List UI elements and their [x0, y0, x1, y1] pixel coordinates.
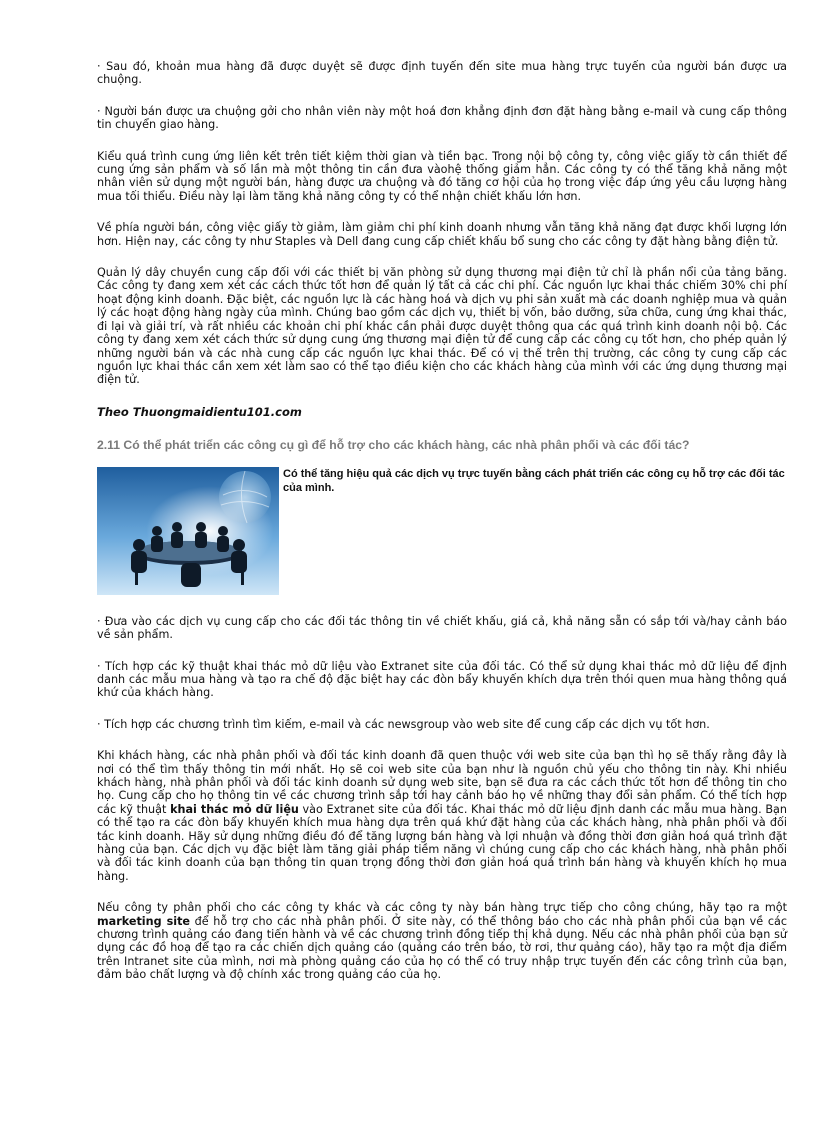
paragraph: Về phía người bán, công việc giấy tờ giảm, làm giảm chi phí kinh doanh nhưng vẫn tăng khả năng đạt được khối lượng lớn hơn. Hiện nay, các công ty như Staples và Dell đang cung cấp chiết khấu bổ sung cho các công ty đặt hàng bằng điện tử.: [97, 221, 787, 248]
source-credit: Theo Thuongmaidientu101.com: [97, 404, 302, 419]
meeting-photo: [97, 467, 279, 595]
paragraph: · Người bán được ưa chuộng gởi cho nhân viên này một hoá đơn khẳng định đơn đặt hàng bằng e-mail và cung cấp thông tin chuyển giao hàng.: [97, 104, 787, 132]
section-heading: 2.11 Có thể phát triển các công cụ gì để hỗ trợ cho các khách hàng, các nhà phân phối và các đối tác?: [97, 437, 690, 452]
paragraph: · Tích hợp các chương trình tìm kiếm, e-mail và các newsgroup vào web site để cung cấp các dịch vụ tốt hơn.: [97, 717, 710, 731]
text-run: để hỗ trợ cho các nhà phân phối. Ở site này, có thể thông báo cho các nhà phân phối của bạn về các chương trình quảng cáo đang tiến hành và về các chương trình đồng tiếp thị khả dụng. Nếu các nhà phân phối của bạn sử dụng các đồ hoạ để tạo ra các chiến dịch quảng cáo (quảng cáo trên báo, tờ rơi, thư quảng cáo), hãy tạo ra một địa điểm trên Intranet site của mình, nơi mà phòng quảng cáo của họ có thể có truy nhập trực tuyến đến các công trình của bạn, đảm bảo chất lượng và độ chính xác trong quảng cáo của họ.: [97, 914, 787, 982]
text-run: Khi khách hàng, các nhà phân phối và đối tác kinh doanh đã quen thuộc với web site của bạn thì họ sẽ thấy rằng đây là nơi có thể tìm thấy thông tin mới nhất. Họ sẽ coi web site của bạn như là nguồn chủ yếu cho thông tin này. Khi nhiều khách hàng, nhà phân phối và đối tác kinh doanh sử dụng web site, bạn sẽ đưa ra các cách thức tốt hơn để thông tin cho họ. Cung cấp cho họ thông tin về các chương trình sắp tới hay cảnh báo họ về những thay đổi sản phẩm. Có thể tích hợp các kỹ thuật: [97, 749, 787, 816]
figure-caption: Có thể tăng hiệu quả các dịch vụ trực tuyến bằng cách phát triển các công cụ hỗ trợ các đối tác của mình.: [283, 467, 785, 494]
document-page: [97, 60, 787, 1000]
paragraph-marketing: [97, 901, 787, 981]
text-run: vào Extranet site của đối tác. Khai thác mỏ dữ liệu định danh các mẫu mua hàng. Bạn có thể tạo ra các đòn bẩy khuyến khích mua hàng dựa trên quá khứ đặt hàng của các khách hàng, nhà phân phối và đối tác kinh doanh. Hãy sử dụng những điều đó để tăng lượng bán hàng và lợi nhuận và đồng thời đơn giản hoá quá trình đặt hàng của bạn. Các dịch vụ đặc biệt làm tăng giải pháp tiềm năng vì chúng cung cấp cho các khách hàng, nhà phân phối và đối tác kinh doanh của bạn thông tin quan trọng đồng thời đơn giản hoá quá trình bán hàng và khuyến khích họ mua hàng.: [97, 802, 787, 883]
paragraph: Quản lý dây chuyền cung cấp đối với các thiết bị văn phòng sử dụng thương mại điện tử chỉ là phần nổi của tảng băng. Các công ty đang xem xét các cách thức tốt hơn để quản lý tất cả các chi phí. Các nguồn lực khai thác chiếm 30% chi phí hoạt động kinh doanh. Đặc biệt, các nguồn lực là các hàng hoá và dịch vụ phi sản xuất mà các doanh nghiệp mua và quản lý các hoạt động hàng ngày của mình. Chúng bao gồm các dịch vụ, thiết bị vốn, bảo dưỡng, sửa chữa, cung ứng khai thác, đi lại và giải trí, và rất nhiều các khoản chi phí khác cần phải được duyệt thông qua các quá trình kinh doanh nội bộ. Các công ty đang xem xét cách thức sử dụng cung ứng thương mại điện tử để cung cấp các công cụ tốt hơn, cho phép quản lý những người bán và các nhà cung cấp các nguồn lực khai thác. Để có vị thế trên thị trường, các công ty cung cấp các nguồn lực khai thác cần xem xét làm sao có thể tạo điều kiện cho các khách hàng của mình với các ứng dụng thương mại điện tử.: [97, 266, 787, 387]
bold-term: khai thác mỏ dữ liệu: [170, 802, 299, 816]
paragraph: · Sau đó, khoản mua hàng đã được duyệt sẽ được định tuyến đến site mua hàng trực tuyến của người bán được ưa chuộng.: [97, 60, 787, 87]
paragraph: · Đưa vào các dịch vụ cung cấp cho các đối tác thông tin về chiết khấu, giá cả, khả năng sẵn có sắp tới và/hay cảnh báo về sản phẩm.: [97, 614, 787, 642]
text-run: Nếu công ty phân phối cho các công ty khác và các công ty này bán hàng trực tiếp cho công chúng, hãy tạo ra một: [97, 901, 787, 915]
paragraph: Kiểu quá trình cung ứng liên kết trên tiết kiệm thời gian và tiền bạc. Trong nội bộ công ty, công việc giấy tờ cần thiết để cung ứng sản phẩm và số lần mà một thông tin cần đưa vàohệ thống giảm hẳn. Các công ty có thể tăng khả năng một nhân viên sử dụng một người bán, hàng được ưa chuộng và đó tăng cơ hội của họ trong việc đáp ứng yêu cầu lượng hàng mua tối thiểu. Điều này lại làm tăng khả năng công ty có thể nhận chiết khấu lớn hơn.: [97, 149, 787, 203]
bold-term: marketing site: [97, 914, 191, 928]
paragraph-customers: [97, 749, 787, 883]
paragraph: · Tích hợp các kỹ thuật khai thác mỏ dữ liệu vào Extranet site của đối tác. Có thể sử dụng khai thác mỏ dữ liệu để định danh các mẫu mua hàng và tạo ra chế độ đặc biệt hay các đòn bẩy khuyến khích dựa trên thói quen mua hàng thông quá khứ của khách hàng.: [97, 659, 787, 700]
figure-block: [97, 467, 787, 595]
